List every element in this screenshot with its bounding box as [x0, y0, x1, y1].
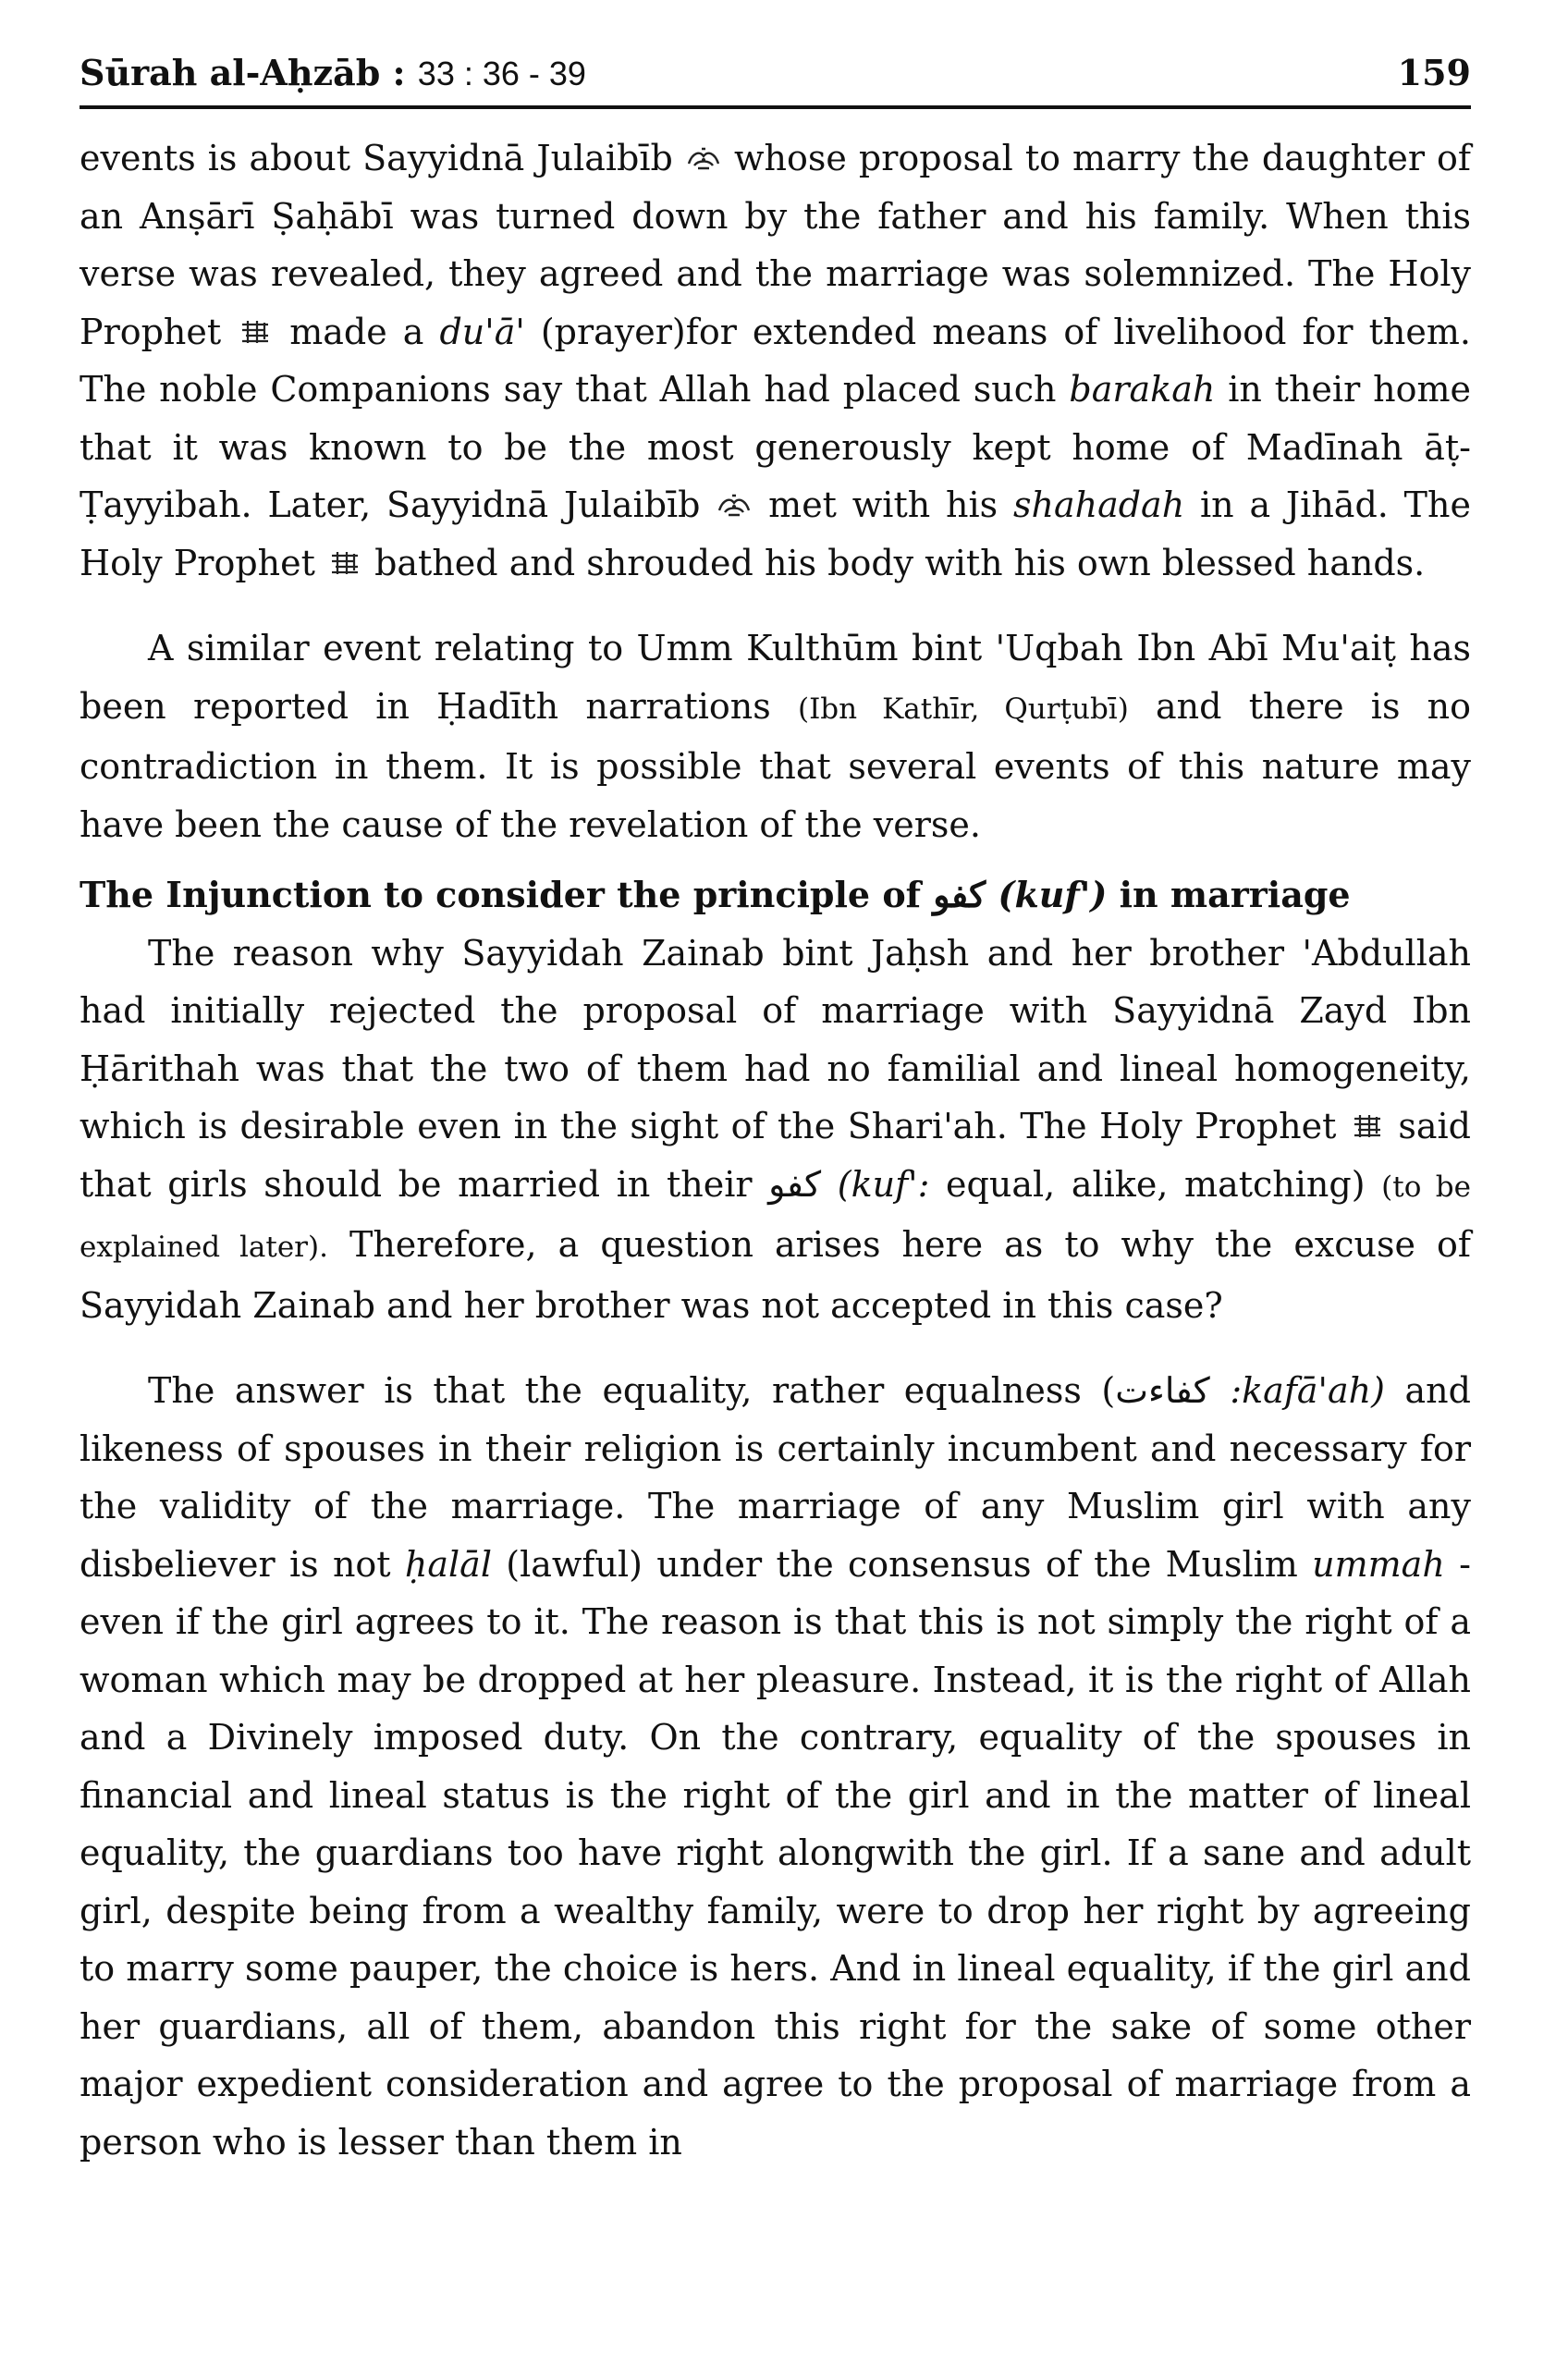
radiallahu-anhu-icon	[685, 143, 722, 173]
text: Therefore, a question arises here as to why the excuse of Sayyidah Zainab and her brother was not accepted in this case?	[80, 1224, 1471, 1326]
text: and there is no contradiction in them. It is possible that several events of this nature may have been the cause of the revelation of the verse.	[80, 685, 1471, 845]
sallallahu-alaihi-wasallam-icon	[237, 317, 274, 347]
text: equal, alike, matching)	[946, 1163, 1366, 1205]
paragraph-umm-kulthum	[80, 619, 1471, 853]
text: events is about Sayyidnā Julaibīb	[80, 138, 673, 178]
term-halal: ḥalāl	[404, 1543, 492, 1585]
citation: (Ibn Kathīr, Qurṭubī)	[797, 692, 1129, 726]
term-kuf: (kuf':	[837, 1163, 930, 1205]
text: The answer is that the equality, rather equalness (	[148, 1370, 1116, 1411]
page-number: 159	[1397, 52, 1471, 93]
text: A similar event relating to Umm Kulthūm bint 'Uqbah Ibn Abī Mu'aiṭ has been reported in Ḥadīth narrations	[80, 628, 1471, 727]
text: in their home that it was known to be the most generously kept home of Madīnah āṭ-Ṭayyibah. Later, Sayyidnā Julaibīb	[80, 369, 1471, 525]
term-ummah: ummah	[1312, 1543, 1445, 1585]
heading-text: The Injunction to consider the principle of	[80, 874, 922, 915]
sallallahu-alaihi-wasallam-icon	[1349, 1111, 1386, 1141]
text: and likeness of spouses in their religion is certainly incumbent and necessary for the validity of the marriage. The marriage of any Muslim girl with any disbeliever is not	[80, 1370, 1471, 1585]
term-barakah: barakah	[1069, 369, 1216, 410]
sallallahu-alaihi-wasallam-icon	[326, 548, 363, 578]
section-heading	[80, 866, 1471, 925]
header-separator: :	[380, 52, 418, 93]
text: - even if the girl agrees to it. The reason is that this is not simply the right of a woman which may be dropped at her pleasure. Instead, it is the right of Allah and a Divinely imposed duty. On the contrary, equality of the spouses in financial and lineal status is the right of the girl and in the matter of lineal equality, the guardians too have right alongwith the girl. If a sane and adult girl, despite being from a wealthy family, were to drop her right by agreeing to marry some pauper, the choice is hers. And in lineal equality, if the girl and her guardians, all of them, abandon this right for the sake of some other major expedient consideration and agree to the proposal of marriage from a person who is lesser than them in	[80, 1543, 1471, 2163]
text: The reason why Sayyidah Zainab bint Jaḥsh and her brother 'Abdullah had initially rejected the proposal of marriage with Sayyidnā Zayd Ibn Ḥārithah was that the two of them had no familial and lineal homogeneity, which is desirable even in the sight of the Shari'ah. The Holy Prophet	[80, 932, 1471, 1146]
text: in a Jihād. The Holy Prophet	[80, 484, 1471, 583]
text: said that girls should be married in their	[80, 1106, 1471, 1205]
term-kafaah: :kafā'ah)	[1230, 1370, 1385, 1411]
verse-reference: 33 : 36 - 39	[417, 55, 586, 92]
running-head	[80, 52, 586, 93]
paragraph-julaibib	[80, 129, 1471, 592]
heading-term: (kuf')	[998, 874, 1108, 915]
arabic-kuf: كفو	[933, 874, 986, 915]
spacer	[80, 592, 1471, 619]
page-body	[80, 129, 1471, 2171]
heading-text: in marriage	[1119, 874, 1351, 915]
arabic-kuf: كفو	[768, 1163, 822, 1205]
spacer	[80, 1334, 1471, 1362]
aside-note: (to be explained later).	[80, 1170, 1471, 1264]
surah-name: Sūrah al-Aḥzāb	[80, 52, 381, 93]
text: met with his	[768, 484, 998, 525]
term-shahadah: shahadah	[1012, 484, 1185, 525]
paragraph-answer	[80, 1362, 1471, 2171]
term-dua: du'ā'	[439, 311, 525, 352]
spacer	[80, 853, 1471, 866]
text: (prayer)for extended means of livelihood for them. The noble Companions say that Allah had placed such	[80, 311, 1471, 410]
page-header	[80, 44, 1471, 109]
arabic-kafaah: كفاءت	[1115, 1370, 1210, 1411]
text: made a	[289, 311, 424, 352]
text: whose proposal to marry the daughter of an Anṣārī Ṣaḥābī was turned down by the father and his family. When this verse was revealed, they agreed and the marriage was solemnized. The Holy Prophet	[80, 138, 1471, 352]
text: bathed and shrouded his body with his own blessed hands.	[374, 542, 1426, 583]
header-rule	[80, 105, 1471, 109]
radiallahu-anhu-icon	[716, 490, 753, 520]
paragraph-zainab	[80, 925, 1471, 1335]
text: (lawful) under the consensus of the Muslim	[506, 1543, 1298, 1585]
